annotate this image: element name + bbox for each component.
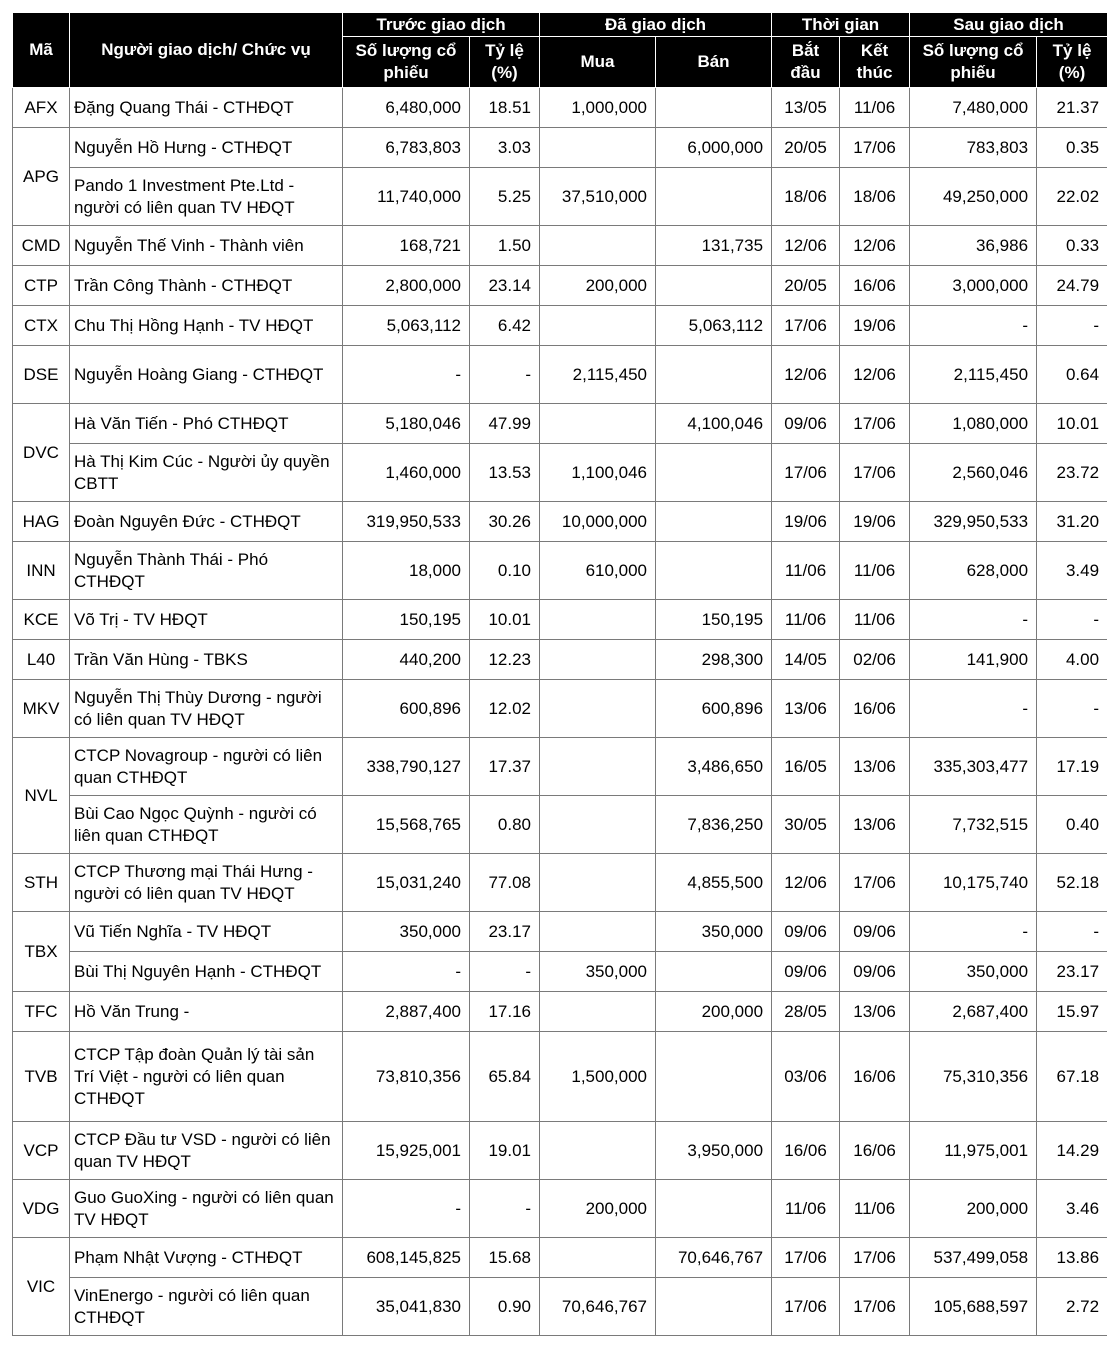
before-pct-cell: 13.53	[470, 444, 540, 502]
after-pct-cell: 67.18	[1037, 1032, 1107, 1122]
buy-cell	[540, 992, 656, 1032]
end-date-cell: 11/06	[840, 542, 910, 600]
start-date-cell: 11/06	[772, 600, 840, 640]
start-date-cell: 09/06	[772, 912, 840, 952]
stock-code-cell: APG	[13, 128, 70, 226]
table-header	[13, 13, 1107, 88]
before-qty-cell: 6,480,000	[343, 88, 470, 128]
table-row	[13, 912, 1107, 952]
before-pct-cell: 1.50	[470, 226, 540, 266]
before-qty-cell: 73,810,356	[343, 1032, 470, 1122]
table-row	[13, 266, 1107, 306]
after-qty-cell: 10,175,740	[910, 854, 1037, 912]
sell-cell: 4,855,500	[656, 854, 772, 912]
buy-cell: 1,000,000	[540, 88, 656, 128]
after-pct-cell: 0.40	[1037, 796, 1107, 854]
sell-cell	[656, 1180, 772, 1238]
stock-code-cell: TFC	[13, 992, 70, 1032]
before-pct-cell: 65.84	[470, 1032, 540, 1122]
end-date-cell: 02/06	[840, 640, 910, 680]
before-pct-cell: 17.16	[470, 992, 540, 1032]
after-pct-cell: 0.33	[1037, 226, 1107, 266]
sell-cell: 3,486,650	[656, 738, 772, 796]
person-name-cell: Guo GuoXing - người có liên quan TV HĐQT	[70, 1180, 343, 1238]
end-date-cell: 09/06	[840, 952, 910, 992]
stock-code-cell: VCP	[13, 1122, 70, 1180]
insider-transactions-table	[12, 12, 1107, 1336]
before-pct-cell: 77.08	[470, 854, 540, 912]
stock-code-cell: DSE	[13, 346, 70, 404]
table-row	[13, 444, 1107, 502]
before-qty-cell: 18,000	[343, 542, 470, 600]
buy-cell	[540, 1122, 656, 1180]
buy-cell: 200,000	[540, 1180, 656, 1238]
before-qty-cell: 1,460,000	[343, 444, 470, 502]
after-pct-cell: 0.35	[1037, 128, 1107, 168]
start-date-cell: 12/06	[772, 226, 840, 266]
header-buy: Mua	[540, 37, 656, 88]
buy-cell: 70,646,767	[540, 1278, 656, 1336]
buy-cell	[540, 226, 656, 266]
before-pct-cell: 0.90	[470, 1278, 540, 1336]
person-name-cell: Nguyễn Thế Vinh - Thành viên	[70, 226, 343, 266]
table-row	[13, 226, 1107, 266]
person-name-cell: Hà Thị Kim Cúc - Người ủy quyền CBTT	[70, 444, 343, 502]
buy-cell	[540, 306, 656, 346]
stock-code-cell: STH	[13, 854, 70, 912]
before-qty-cell: 5,063,112	[343, 306, 470, 346]
after-pct-cell: 21.37	[1037, 88, 1107, 128]
start-date-cell: 17/06	[772, 1238, 840, 1278]
after-qty-cell: 7,480,000	[910, 88, 1037, 128]
table-row	[13, 1032, 1107, 1122]
stock-code-cell: CMD	[13, 226, 70, 266]
end-date-cell: 19/06	[840, 306, 910, 346]
table-row	[13, 952, 1107, 992]
person-name-cell: Đặng Quang Thái - CTHĐQT	[70, 88, 343, 128]
end-date-cell: 13/06	[840, 738, 910, 796]
person-name-cell: CTCP Novagroup - người có liên quan CTHĐQT	[70, 738, 343, 796]
stock-code-cell: TBX	[13, 912, 70, 992]
person-name-cell: Phạm Nhật Vượng - CTHĐQT	[70, 1238, 343, 1278]
before-qty-cell: 15,031,240	[343, 854, 470, 912]
table-row	[13, 640, 1107, 680]
start-date-cell: 11/06	[772, 1180, 840, 1238]
header-nguoi-giao-dich: Người giao dịch/ Chức vụ	[70, 13, 343, 88]
header-sell: Bán	[656, 37, 772, 88]
sell-cell: 298,300	[656, 640, 772, 680]
before-pct-cell: 5.25	[470, 168, 540, 226]
buy-cell: 350,000	[540, 952, 656, 992]
before-pct-cell: 17.37	[470, 738, 540, 796]
buy-cell	[540, 796, 656, 854]
after-qty-cell: -	[910, 306, 1037, 346]
sell-cell	[656, 444, 772, 502]
table-row	[13, 346, 1107, 404]
before-qty-cell: 2,800,000	[343, 266, 470, 306]
header-after-qty: Số lượng cổ phiếu	[910, 37, 1037, 88]
after-qty-cell: 49,250,000	[910, 168, 1037, 226]
buy-cell	[540, 404, 656, 444]
before-qty-cell: -	[343, 952, 470, 992]
buy-cell: 200,000	[540, 266, 656, 306]
stock-code-cell: DVC	[13, 404, 70, 502]
end-date-cell: 18/06	[840, 168, 910, 226]
before-pct-cell: 0.80	[470, 796, 540, 854]
after-qty-cell: 628,000	[910, 542, 1037, 600]
sell-cell	[656, 266, 772, 306]
person-name-cell: CTCP Thương mại Thái Hưng - người có liên quan TV HĐQT	[70, 854, 343, 912]
end-date-cell: 16/06	[840, 1032, 910, 1122]
end-date-cell: 19/06	[840, 502, 910, 542]
before-pct-cell: 19.01	[470, 1122, 540, 1180]
after-qty-cell: 141,900	[910, 640, 1037, 680]
before-pct-cell: -	[470, 952, 540, 992]
person-name-cell: Hà Văn Tiến - Phó CTHĐQT	[70, 404, 343, 444]
before-pct-cell: 47.99	[470, 404, 540, 444]
table-row	[13, 404, 1107, 444]
person-name-cell: Nguyễn Hồ Hưng - CTHĐQT	[70, 128, 343, 168]
after-qty-cell: 329,950,533	[910, 502, 1037, 542]
sell-cell	[656, 502, 772, 542]
buy-cell: 1,100,046	[540, 444, 656, 502]
end-date-cell: 09/06	[840, 912, 910, 952]
before-pct-cell: 23.14	[470, 266, 540, 306]
after-qty-cell: -	[910, 912, 1037, 952]
after-qty-cell: 75,310,356	[910, 1032, 1037, 1122]
person-name-cell: Pando 1 Investment Pte.Ltd - người có liên quan TV HĐQT	[70, 168, 343, 226]
start-date-cell: 16/06	[772, 1122, 840, 1180]
after-pct-cell: 2.72	[1037, 1278, 1107, 1336]
sell-cell	[656, 952, 772, 992]
stock-code-cell: NVL	[13, 738, 70, 854]
person-name-cell: Bùi Cao Ngọc Quỳnh - người có liên quan CTHĐQT	[70, 796, 343, 854]
before-qty-cell: 440,200	[343, 640, 470, 680]
start-date-cell: 19/06	[772, 502, 840, 542]
after-pct-cell: 24.79	[1037, 266, 1107, 306]
table-row	[13, 600, 1107, 640]
end-date-cell: 13/06	[840, 992, 910, 1032]
before-pct-cell: 3.03	[470, 128, 540, 168]
stock-code-cell: INN	[13, 542, 70, 600]
person-name-cell: Bùi Thị Nguyên Hạnh - CTHĐQT	[70, 952, 343, 992]
end-date-cell: 12/06	[840, 346, 910, 404]
end-date-cell: 11/06	[840, 88, 910, 128]
after-qty-cell: 335,303,477	[910, 738, 1037, 796]
after-pct-cell: 31.20	[1037, 502, 1107, 542]
after-pct-cell: 14.29	[1037, 1122, 1107, 1180]
header-end: Kết thúc	[840, 37, 910, 88]
person-name-cell: Đoàn Nguyên Đức - CTHĐQT	[70, 502, 343, 542]
after-qty-cell: 7,732,515	[910, 796, 1037, 854]
after-pct-cell: 23.72	[1037, 444, 1107, 502]
sell-cell: 4,100,046	[656, 404, 772, 444]
before-qty-cell: 168,721	[343, 226, 470, 266]
before-pct-cell: 30.26	[470, 502, 540, 542]
person-name-cell: Võ Trị - TV HĐQT	[70, 600, 343, 640]
sell-cell	[656, 542, 772, 600]
stock-code-cell: MKV	[13, 680, 70, 738]
start-date-cell: 16/05	[772, 738, 840, 796]
start-date-cell: 20/05	[772, 266, 840, 306]
start-date-cell: 09/06	[772, 952, 840, 992]
sell-cell: 600,896	[656, 680, 772, 738]
start-date-cell: 13/05	[772, 88, 840, 128]
before-pct-cell: 15.68	[470, 1238, 540, 1278]
table-body	[13, 88, 1107, 1336]
table-row	[13, 88, 1107, 128]
sell-cell: 70,646,767	[656, 1238, 772, 1278]
sell-cell: 3,950,000	[656, 1122, 772, 1180]
header-ma: Mã	[13, 13, 70, 88]
before-qty-cell: 608,145,825	[343, 1238, 470, 1278]
table-row	[13, 796, 1107, 854]
table-row	[13, 1278, 1107, 1336]
header-sau-giao-dich: Sau giao dịch	[910, 13, 1107, 37]
end-date-cell: 17/06	[840, 404, 910, 444]
after-qty-cell: 105,688,597	[910, 1278, 1037, 1336]
after-qty-cell: 11,975,001	[910, 1122, 1037, 1180]
before-qty-cell: -	[343, 1180, 470, 1238]
end-date-cell: 16/06	[840, 1122, 910, 1180]
start-date-cell: 09/06	[772, 404, 840, 444]
start-date-cell: 12/06	[772, 346, 840, 404]
after-pct-cell: 15.97	[1037, 992, 1107, 1032]
before-pct-cell: 10.01	[470, 600, 540, 640]
before-qty-cell: 35,041,830	[343, 1278, 470, 1336]
sell-cell: 200,000	[656, 992, 772, 1032]
table-row	[13, 1180, 1107, 1238]
after-qty-cell: 2,687,400	[910, 992, 1037, 1032]
before-qty-cell: 5,180,046	[343, 404, 470, 444]
after-qty-cell: 2,115,450	[910, 346, 1037, 404]
table-row	[13, 128, 1107, 168]
table-row	[13, 1122, 1107, 1180]
start-date-cell: 13/06	[772, 680, 840, 738]
before-pct-cell: 6.42	[470, 306, 540, 346]
end-date-cell: 16/06	[840, 680, 910, 738]
header-truoc-giao-dich: Trước giao dịch	[343, 13, 540, 37]
after-pct-cell: 17.19	[1037, 738, 1107, 796]
before-qty-cell: 15,568,765	[343, 796, 470, 854]
header-after-pct: Tỷ lệ (%)	[1037, 37, 1107, 88]
table-row	[13, 542, 1107, 600]
buy-cell: 2,115,450	[540, 346, 656, 404]
sell-cell: 150,195	[656, 600, 772, 640]
start-date-cell: 12/06	[772, 854, 840, 912]
person-name-cell: Nguyễn Thị Thùy Dương - người có liên quan TV HĐQT	[70, 680, 343, 738]
end-date-cell: 17/06	[840, 854, 910, 912]
header-before-pct: Tỷ lệ (%)	[470, 37, 540, 88]
table-row	[13, 992, 1107, 1032]
end-date-cell: 13/06	[840, 796, 910, 854]
sell-cell: 7,836,250	[656, 796, 772, 854]
before-pct-cell: -	[470, 1180, 540, 1238]
stock-code-cell: L40	[13, 640, 70, 680]
person-name-cell: Hồ Văn Trung -	[70, 992, 343, 1032]
buy-cell	[540, 128, 656, 168]
before-qty-cell: 600,896	[343, 680, 470, 738]
buy-cell	[540, 912, 656, 952]
before-qty-cell: 6,783,803	[343, 128, 470, 168]
start-date-cell: 14/05	[772, 640, 840, 680]
table-row	[13, 306, 1107, 346]
start-date-cell: 11/06	[772, 542, 840, 600]
buy-cell	[540, 738, 656, 796]
sell-cell	[656, 346, 772, 404]
person-name-cell: Chu Thị Hồng Hạnh - TV HĐQT	[70, 306, 343, 346]
before-qty-cell: 150,195	[343, 600, 470, 640]
after-qty-cell: 1,080,000	[910, 404, 1037, 444]
before-qty-cell: 15,925,001	[343, 1122, 470, 1180]
after-qty-cell: 350,000	[910, 952, 1037, 992]
person-name-cell: Vũ Tiến Nghĩa - TV HĐQT	[70, 912, 343, 952]
transactions-table-container	[12, 12, 1107, 1336]
after-pct-cell: 4.00	[1037, 640, 1107, 680]
after-pct-cell: 10.01	[1037, 404, 1107, 444]
start-date-cell: 28/05	[772, 992, 840, 1032]
table-row	[13, 168, 1107, 226]
end-date-cell: 11/06	[840, 1180, 910, 1238]
person-name-cell: CTCP Tập đoàn Quản lý tài sản Trí Việt - người có liên quan CTHĐQT	[70, 1032, 343, 1122]
before-pct-cell: 12.23	[470, 640, 540, 680]
stock-code-cell: CTP	[13, 266, 70, 306]
after-qty-cell: 36,986	[910, 226, 1037, 266]
header-da-giao-dich: Đã giao dịch	[540, 13, 772, 37]
after-qty-cell: -	[910, 680, 1037, 738]
person-name-cell: CTCP Đầu tư VSD - người có liên quan TV HĐQT	[70, 1122, 343, 1180]
header-start: Bắt đầu	[772, 37, 840, 88]
buy-cell	[540, 640, 656, 680]
sell-cell: 6,000,000	[656, 128, 772, 168]
before-qty-cell: -	[343, 346, 470, 404]
after-pct-cell: -	[1037, 680, 1107, 738]
before-qty-cell: 11,740,000	[343, 168, 470, 226]
buy-cell	[540, 854, 656, 912]
end-date-cell: 17/06	[840, 1278, 910, 1336]
stock-code-cell: TVB	[13, 1032, 70, 1122]
sell-cell	[656, 88, 772, 128]
before-qty-cell: 319,950,533	[343, 502, 470, 542]
table-row	[13, 680, 1107, 738]
start-date-cell: 30/05	[772, 796, 840, 854]
buy-cell	[540, 1238, 656, 1278]
after-qty-cell: -	[910, 600, 1037, 640]
after-qty-cell: 537,499,058	[910, 1238, 1037, 1278]
buy-cell: 610,000	[540, 542, 656, 600]
start-date-cell: 18/06	[772, 168, 840, 226]
sell-cell: 350,000	[656, 912, 772, 952]
person-name-cell: VinEnergo - người có liên quan CTHĐQT	[70, 1278, 343, 1336]
before-pct-cell: 0.10	[470, 542, 540, 600]
sell-cell: 5,063,112	[656, 306, 772, 346]
start-date-cell: 03/06	[772, 1032, 840, 1122]
after-qty-cell: 2,560,046	[910, 444, 1037, 502]
end-date-cell: 12/06	[840, 226, 910, 266]
person-name-cell: Trần Văn Hùng - TBKS	[70, 640, 343, 680]
start-date-cell: 20/05	[772, 128, 840, 168]
sell-cell	[656, 1278, 772, 1336]
before-qty-cell: 350,000	[343, 912, 470, 952]
table-row	[13, 854, 1107, 912]
start-date-cell: 17/06	[772, 1278, 840, 1336]
end-date-cell: 17/06	[840, 1238, 910, 1278]
person-name-cell: Nguyễn Thành Thái - Phó CTHĐQT	[70, 542, 343, 600]
after-qty-cell: 783,803	[910, 128, 1037, 168]
after-pct-cell: 3.46	[1037, 1180, 1107, 1238]
before-pct-cell: 12.02	[470, 680, 540, 738]
table-row	[13, 502, 1107, 542]
end-date-cell: 17/06	[840, 444, 910, 502]
stock-code-cell: KCE	[13, 600, 70, 640]
sell-cell: 131,735	[656, 226, 772, 266]
stock-code-cell: HAG	[13, 502, 70, 542]
after-pct-cell: 22.02	[1037, 168, 1107, 226]
sell-cell	[656, 168, 772, 226]
stock-code-cell: VDG	[13, 1180, 70, 1238]
buy-cell	[540, 680, 656, 738]
after-pct-cell: -	[1037, 306, 1107, 346]
buy-cell: 1,500,000	[540, 1032, 656, 1122]
start-date-cell: 17/06	[772, 444, 840, 502]
sell-cell	[656, 1032, 772, 1122]
table-row	[13, 738, 1107, 796]
buy-cell	[540, 600, 656, 640]
before-pct-cell: 23.17	[470, 912, 540, 952]
after-pct-cell: 52.18	[1037, 854, 1107, 912]
after-qty-cell: 3,000,000	[910, 266, 1037, 306]
after-pct-cell: 23.17	[1037, 952, 1107, 992]
stock-code-cell: VIC	[13, 1238, 70, 1336]
before-pct-cell: 18.51	[470, 88, 540, 128]
after-pct-cell: 0.64	[1037, 346, 1107, 404]
end-date-cell: 16/06	[840, 266, 910, 306]
buy-cell: 10,000,000	[540, 502, 656, 542]
end-date-cell: 11/06	[840, 600, 910, 640]
buy-cell: 37,510,000	[540, 168, 656, 226]
after-qty-cell: 200,000	[910, 1180, 1037, 1238]
after-pct-cell: -	[1037, 912, 1107, 952]
before-pct-cell: -	[470, 346, 540, 404]
stock-code-cell: AFX	[13, 88, 70, 128]
after-pct-cell: 13.86	[1037, 1238, 1107, 1278]
header-before-qty: Số lượng cổ phiếu	[343, 37, 470, 88]
person-name-cell: Nguyễn Hoàng Giang - CTHĐQT	[70, 346, 343, 404]
before-qty-cell: 2,887,400	[343, 992, 470, 1032]
person-name-cell: Trần Công Thành - CTHĐQT	[70, 266, 343, 306]
table-row	[13, 1238, 1107, 1278]
before-qty-cell: 338,790,127	[343, 738, 470, 796]
after-pct-cell: -	[1037, 600, 1107, 640]
stock-code-cell: CTX	[13, 306, 70, 346]
after-pct-cell: 3.49	[1037, 542, 1107, 600]
header-thoi-gian: Thời gian	[772, 13, 910, 37]
end-date-cell: 17/06	[840, 128, 910, 168]
start-date-cell: 17/06	[772, 306, 840, 346]
